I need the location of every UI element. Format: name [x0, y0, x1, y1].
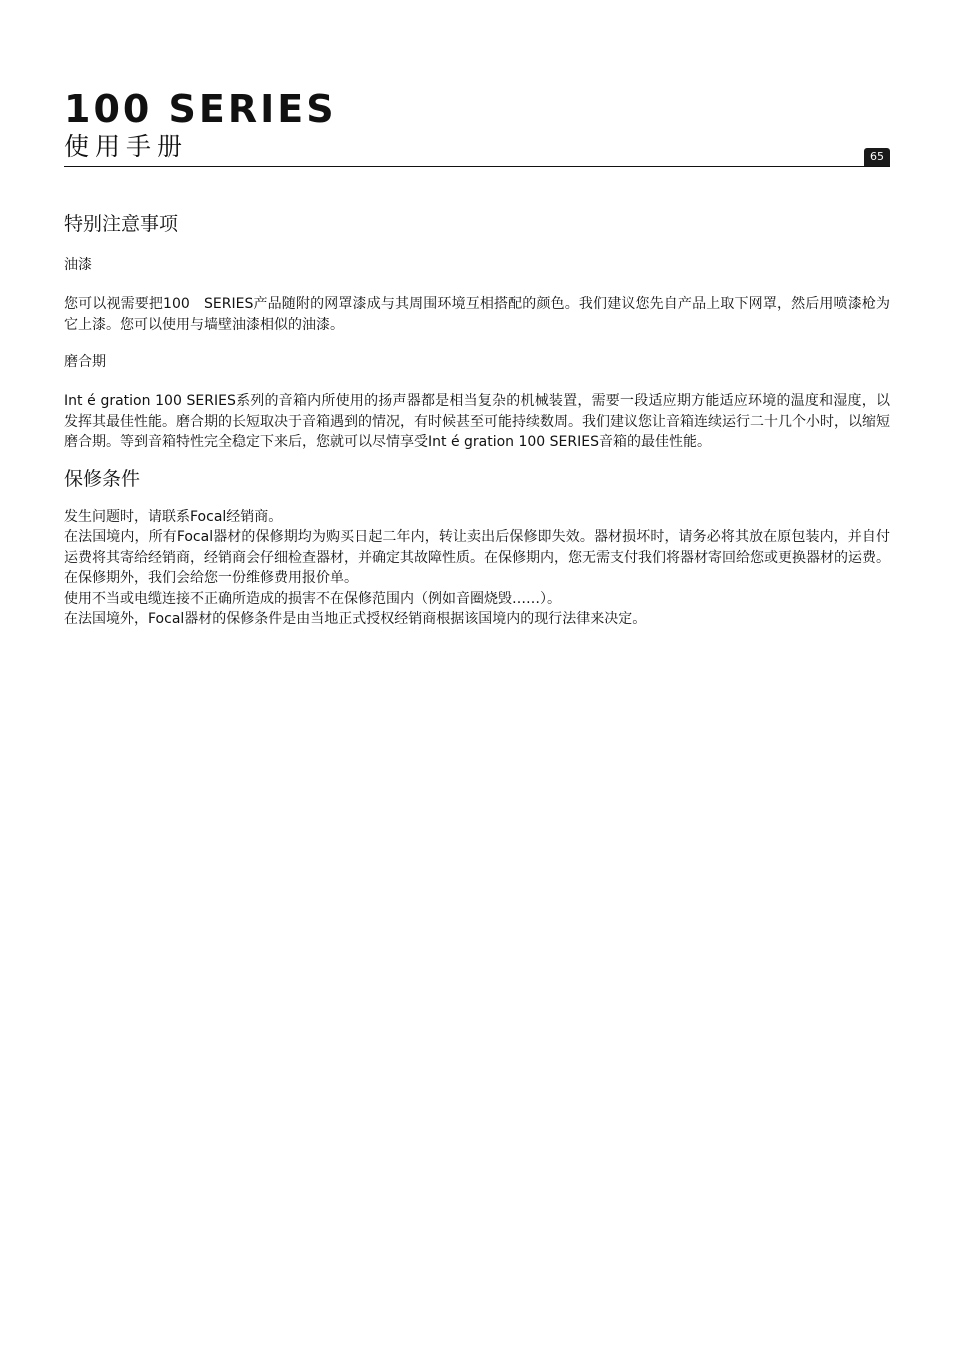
series-title: 100 SERIES — [64, 87, 337, 131]
warranty-line: 发生问题时，请联系Focal经销商。 — [64, 508, 283, 525]
page-header — [64, 86, 890, 167]
section-heading: 特别注意事项 — [64, 213, 179, 235]
manual-subtitle: 使用手册 — [64, 132, 189, 161]
warranty-text — [64, 507, 890, 630]
break-in-paragraph: Int é gration 100 SERIES系列的音箱内所使用的扬声器都是相当复杂的机械装置，需要一段适应期方能适应环境的温度和湿度，以发挥其最佳性能。磨合期的长短取决于音箱遇到的情况，有时候甚至可能持续数周。我们建议您让音箱连续运行二十几个小时，以缩短磨合期。等到音箱特性完全稳定下来后，您就可以尽情享受Int é gration 100 SERIES音箱的最佳性能。 — [64, 393, 890, 450]
painting-subheading: 油漆 — [64, 257, 92, 273]
painting-paragraph: 您可以视需要把100 SERIES产品随附的网罩漆成与其周围环境互相搭配的颜色。我们建议您先自产品上取下网罩，然后用喷漆枪为它上漆。您可以使用与墙壁油漆相似的油漆。 — [64, 296, 890, 333]
warranty-section — [64, 463, 890, 630]
page-number-badge: 65 — [864, 148, 890, 166]
section-heading: 保修条件 — [64, 467, 141, 490]
warranty-line: 在法国境内，所有Focal器材的保修期均为购买日起二年内，转让卖出后保修即失效。器材损坏时，请务必将其放在原包装内，并自付运费将其寄给经销商，经销商会仔细检查器材，并确定其故障性质。在保修期内，您无需支付我们将器材寄回给您或更换器材的运费。在保修期外，我们会给您一份维修费用报价单。 — [64, 529, 890, 586]
warranty-line: 在法国境外，Focal器材的保修条件是由当地正式授权经销商根据该国境内的现行法律来决定。 — [64, 611, 647, 627]
special-notes-section — [64, 208, 890, 453]
warranty-line: 使用不当或电缆连接不正确所造成的损害不在保修范围内（例如音圈烧毁……）。 — [64, 590, 561, 607]
break-in-subheading: 磨合期 — [64, 354, 106, 370]
page-content — [64, 208, 890, 630]
